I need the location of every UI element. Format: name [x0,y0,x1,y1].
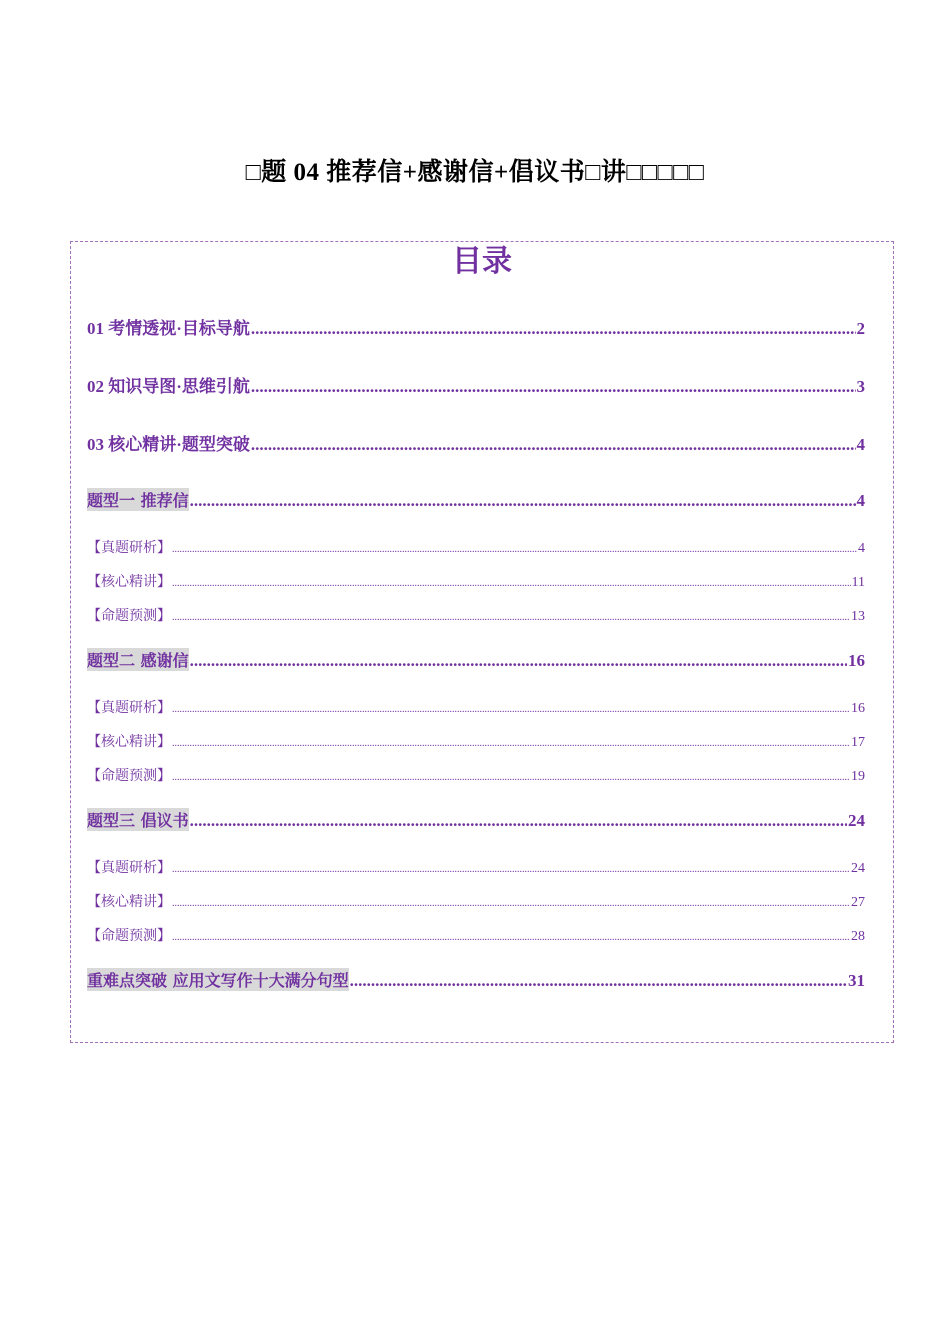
toc-entry-label: 【真题研析】 [87,860,171,876]
toc-entry-type1[interactable] [87,488,865,511]
toc-entry-label: 题型一 推荐信 [87,488,189,511]
toc-entry-key-difficulties[interactable] [87,968,865,991]
dot-leader [172,772,850,783]
toc-entry-label: 03 核心精讲·题型突破 [87,435,250,454]
toc-entry-page: 4 [856,491,865,510]
toc-entry-page: 19 [851,769,865,784]
dot-leader [251,377,856,397]
toc-entry-label: 重难点突破 应用文写作十大满分句型 [87,968,349,991]
dot-leader [172,898,850,909]
toc-entry-type3[interactable] [87,808,865,831]
toc-entry-page: 2 [856,319,865,338]
dot-leader [172,932,850,943]
dot-leader [190,491,856,511]
toc-entry-label: 【命题预测】 [87,928,171,944]
toc-entry-type2[interactable] [87,648,865,671]
toc-entry-label: 【命题预测】 [87,768,171,784]
toc-entry-label: 题型二 感谢信 [87,648,189,671]
toc-entry-page: 16 [848,651,865,670]
dot-leader [251,319,856,339]
toc-entry-label: 【真题研析】 [87,700,171,716]
toc-entry-page: 27 [851,895,865,910]
toc-subentry[interactable] [87,765,865,785]
toc-entry-label: 【核心精讲】 [87,734,171,750]
toc-entry-label: 02 知识导图·思维引航 [87,377,250,396]
toc-subentry[interactable] [87,697,865,717]
table-of-contents [70,241,894,1043]
toc-subentry[interactable] [87,731,865,751]
toc-subentry[interactable] [87,891,865,911]
dot-leader [172,544,857,555]
toc-entry-page: 24 [851,861,865,876]
toc-heading: 目录 [452,244,512,279]
dot-leader [172,612,850,623]
toc-entry-page: 31 [848,971,865,990]
toc-entry-label: 01 考情透视·目标导航 [87,319,250,338]
toc-entry-core[interactable] [87,430,865,455]
dot-leader [172,578,851,589]
dot-leader [172,704,850,715]
toc-entry-label: 【真题研析】 [87,540,171,556]
toc-entry-page: 4 [856,435,865,454]
toc-subentry[interactable] [87,537,865,557]
toc-subentry[interactable] [87,605,865,625]
toc-entry-page: 17 [851,735,865,750]
toc-subentry[interactable] [87,925,865,945]
toc-entry-mindmap[interactable] [87,372,865,397]
toc-entry-overview[interactable] [87,314,865,339]
toc-entry-page: 13 [851,609,865,624]
toc-subentry[interactable] [87,857,865,877]
dot-leader [190,811,847,831]
dot-leader [251,435,856,455]
toc-entry-page: 3 [856,377,865,396]
toc-entry-page: 24 [848,811,865,830]
dot-leader [172,738,850,749]
toc-entry-page: 28 [851,929,865,944]
toc-subentry[interactable] [87,571,865,591]
toc-entry-label: 【核心精讲】 [87,574,171,590]
toc-entry-page: 16 [851,701,865,716]
toc-entry-label: 【命题预测】 [87,608,171,624]
dot-leader [350,971,847,991]
document-title: □题 04 推荐信+感谢信+倡议书□讲□□□□□ [245,159,705,186]
toc-entry-label: 题型三 倡议书 [87,808,189,831]
toc-entry-label: 【核心精讲】 [87,894,171,910]
dot-leader [190,651,847,671]
toc-entry-page: 4 [858,541,865,556]
toc-entry-page: 11 [851,575,865,590]
dot-leader [172,864,850,875]
